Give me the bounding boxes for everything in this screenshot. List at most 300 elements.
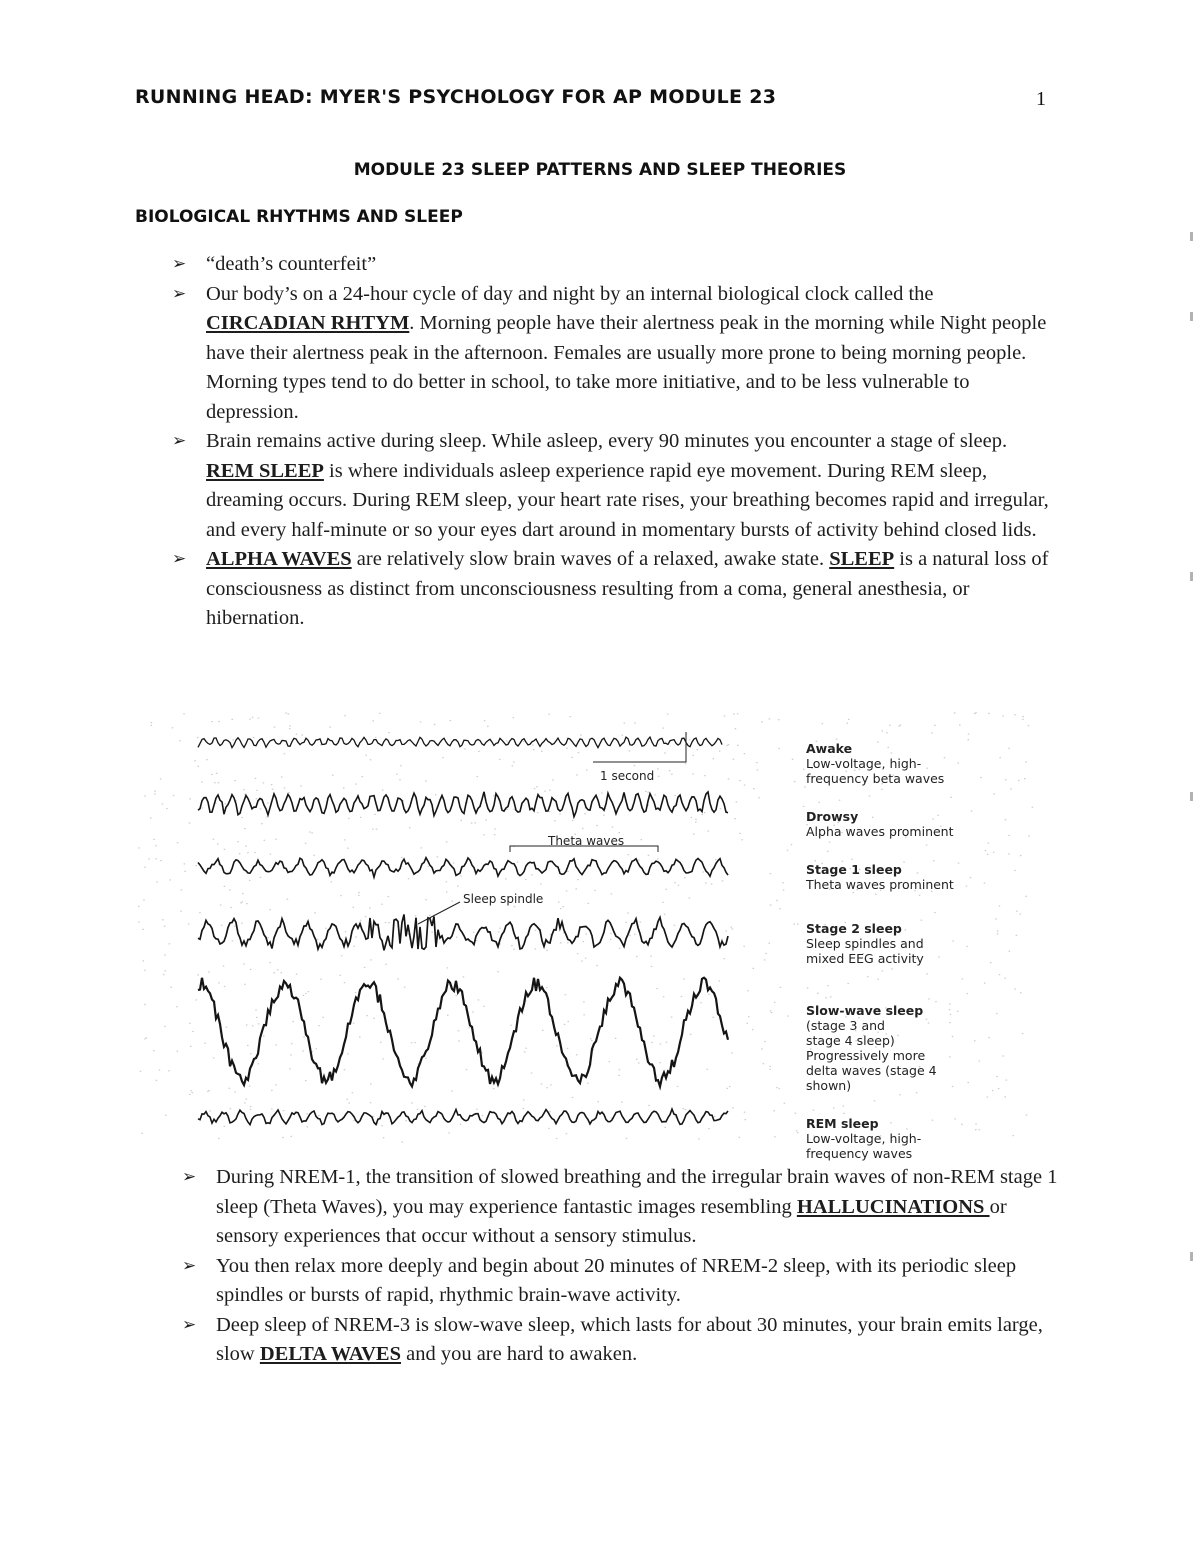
texture-dot	[666, 1042, 668, 1043]
texture-dot	[794, 924, 796, 925]
texture-dot	[795, 1113, 797, 1114]
bullet-item	[172, 250, 1057, 280]
texture-dot	[388, 922, 390, 923]
texture-dot	[194, 760, 196, 761]
texture-dot	[197, 737, 199, 738]
texture-dot	[732, 928, 734, 929]
texture-dot	[650, 956, 652, 957]
texture-dot	[296, 734, 298, 735]
trace-awake	[198, 737, 722, 748]
texture-dot	[576, 888, 578, 889]
texture-dot	[148, 858, 150, 859]
texture-dot	[975, 1129, 977, 1130]
texture-dot	[405, 1120, 407, 1121]
texture-dot	[1016, 911, 1018, 912]
texture-dot	[988, 713, 990, 714]
key-term: HALLUCINATIONS	[796, 1195, 990, 1218]
texture-dot	[143, 899, 145, 900]
texture-dot	[572, 820, 574, 821]
texture-dot	[429, 915, 431, 916]
texture-dot	[162, 803, 164, 804]
texture-dot	[984, 883, 986, 884]
bullet-arrow-icon: ➢	[172, 254, 187, 274]
texture-dot	[556, 1138, 558, 1139]
stage-label-rem	[806, 1101, 921, 1161]
stage-name: REM sleep	[806, 1116, 879, 1131]
texture-dot	[827, 985, 829, 986]
texture-dot	[641, 839, 643, 840]
texture-dot	[741, 839, 743, 840]
texture-dot	[1013, 1135, 1015, 1136]
texture-dot	[993, 852, 995, 853]
texture-dot	[466, 1069, 468, 1070]
texture-dot	[258, 718, 260, 719]
texture-dot	[992, 1090, 994, 1091]
texture-dot	[1025, 896, 1027, 897]
texture-dot	[485, 819, 487, 820]
stage-description: Alpha waves prominent	[806, 824, 954, 839]
texture-dot	[722, 880, 724, 881]
texture-dot	[585, 958, 587, 959]
texture-dot	[375, 737, 377, 738]
texture-dot	[287, 899, 289, 900]
texture-dot	[583, 1014, 585, 1015]
texture-dot	[224, 1126, 226, 1127]
texture-dot	[425, 899, 427, 900]
texture-dot	[226, 1027, 228, 1028]
texture-dot	[289, 1068, 291, 1069]
texture-dot	[360, 817, 362, 818]
texture-dot	[353, 946, 355, 947]
texture-dot	[702, 871, 704, 872]
texture-dot	[159, 1069, 161, 1070]
texture-dot	[506, 809, 508, 810]
trace-slow-wave	[198, 978, 728, 1087]
texture-dot	[615, 1038, 617, 1039]
texture-dot	[184, 871, 186, 872]
texture-dot	[770, 1066, 772, 1067]
texture-dot	[428, 866, 430, 867]
texture-dot	[241, 817, 243, 818]
texture-dot	[451, 901, 453, 902]
texture-dot	[153, 1050, 155, 1051]
texture-dot	[736, 801, 738, 802]
texture-dot	[664, 914, 666, 915]
texture-dot	[198, 766, 200, 767]
texture-dot	[409, 827, 411, 828]
texture-dot	[1020, 913, 1022, 914]
texture-dot	[397, 978, 399, 979]
texture-dot	[566, 890, 568, 891]
trace-rem	[198, 1109, 728, 1125]
texture-dot	[138, 906, 140, 907]
texture-dot	[383, 1137, 385, 1138]
bullet-text: is where individuals asleep experience rapid eye movement. During REM sleep, dreaming occurs. During REM sleep, your heart rate rises, your breathing becomes rapid and irregular, and every half-minute or so your eyes dart around in momentary bursts of activity behind closed lids.	[206, 459, 1049, 541]
texture-dot	[566, 748, 568, 749]
texture-dot	[302, 734, 304, 735]
texture-dot	[654, 794, 656, 795]
texture-dot	[140, 1071, 142, 1072]
texture-dot	[634, 765, 636, 766]
bullet-text: . Morning people have their alertness peak in the morning while Night people have their alertness peak in the afternoon. Females are usually more prone to being morning people. Morning types tend to do better in school, to take more initiative, and to be less vulnerable to depression.	[206, 312, 1047, 423]
texture-dot	[697, 749, 699, 750]
texture-dot	[199, 912, 201, 913]
texture-dot	[269, 962, 271, 963]
texture-dot	[957, 1011, 959, 1012]
texture-dot	[513, 761, 515, 762]
texture-dot	[622, 735, 624, 736]
texture-dot	[155, 845, 157, 846]
texture-dot	[968, 734, 970, 735]
bullet-text: You then relax more deeply and begin about 20 minutes of NREM-2 sleep, with its periodic sleep spindles or bursts of rapid, rhythmic brain-wave activity.	[216, 1254, 1017, 1306]
texture-dot	[665, 1127, 667, 1128]
bullet-text: are relatively slow brain waves of a relaxed, awake state.	[351, 548, 830, 570]
texture-dot	[153, 839, 155, 840]
texture-dot	[536, 786, 538, 787]
texture-dot	[745, 1119, 747, 1120]
texture-dot	[746, 1023, 748, 1024]
texture-dot	[274, 727, 276, 728]
texture-dot	[290, 1054, 292, 1055]
texture-dot	[189, 798, 191, 799]
texture-dot	[950, 1014, 952, 1015]
spindle-pointer	[418, 902, 460, 924]
texture-dot	[737, 745, 739, 746]
bullet-text: Our body’s on a 24-hour cycle of day and night by an internal biological clock called the	[206, 282, 934, 305]
texture-dot	[580, 734, 582, 735]
page-number: 1	[1036, 88, 1046, 110]
texture-dot	[482, 1115, 484, 1116]
texture-dot	[522, 1013, 524, 1014]
bullet-item	[172, 427, 1057, 545]
texture-dot	[712, 1017, 714, 1018]
texture-dot	[189, 1023, 191, 1024]
texture-dot	[653, 1035, 655, 1036]
texture-dot	[229, 1088, 231, 1089]
texture-dot	[582, 828, 584, 829]
texture-dot	[308, 991, 310, 992]
texture-dot	[780, 987, 782, 988]
texture-dot	[156, 881, 158, 882]
texture-dot	[209, 1110, 211, 1111]
texture-dot	[737, 713, 739, 714]
texture-dot	[566, 1133, 568, 1134]
texture-dot	[1022, 719, 1024, 720]
texture-dot	[949, 1022, 951, 1023]
texture-dot	[164, 954, 166, 955]
texture-dot	[601, 792, 603, 793]
texture-dot	[584, 813, 586, 814]
texture-dot	[882, 970, 884, 971]
texture-dot	[332, 775, 334, 776]
texture-dot	[707, 1069, 709, 1070]
texture-dot	[546, 987, 548, 988]
texture-dot	[208, 971, 210, 972]
texture-dot	[998, 1088, 1000, 1089]
texture-dot	[267, 803, 269, 804]
texture-dot	[985, 850, 987, 851]
texture-dot	[556, 1045, 558, 1046]
bullet-arrow-icon: ➢	[182, 1167, 197, 1187]
texture-dot	[284, 788, 286, 789]
texture-dot	[344, 839, 346, 840]
texture-dot	[695, 819, 697, 820]
texture-dot	[708, 1128, 710, 1129]
texture-dot	[829, 842, 831, 843]
texture-dot	[610, 939, 612, 940]
texture-dot	[197, 974, 199, 975]
texture-dot	[1006, 1080, 1008, 1081]
bullet-arrow-icon: ➢	[172, 549, 187, 569]
texture-dot	[958, 863, 960, 864]
texture-dot	[202, 807, 204, 808]
texture-dot	[770, 873, 772, 874]
texture-dot	[242, 901, 244, 902]
texture-dot	[796, 1130, 798, 1131]
texture-dot	[938, 956, 940, 957]
texture-dot	[372, 829, 374, 830]
texture-dot	[510, 1025, 512, 1026]
texture-dot	[177, 1051, 179, 1052]
texture-dot	[596, 825, 598, 826]
bullet-text: or sensory experiences that occur without a sensory stimulus.	[216, 1195, 1007, 1247]
texture-dot	[877, 979, 879, 980]
texture-dot	[448, 1132, 450, 1133]
texture-dot	[636, 956, 638, 957]
texture-dot	[305, 1080, 307, 1081]
texture-dot	[791, 844, 793, 845]
texture-dot	[247, 1045, 249, 1046]
texture-dot	[542, 1030, 544, 1031]
texture-dot	[154, 793, 156, 794]
texture-dot	[143, 960, 145, 961]
texture-dot	[794, 781, 796, 782]
texture-dot	[1008, 748, 1010, 749]
texture-dot	[331, 881, 333, 882]
texture-dot	[250, 969, 252, 970]
texture-dot	[648, 855, 650, 856]
texture-dot	[306, 1113, 308, 1114]
texture-dot	[162, 919, 164, 920]
bullet-item	[182, 1311, 1062, 1370]
texture-dot	[853, 892, 855, 893]
texture-dot	[576, 1054, 578, 1055]
bullet-text: During NREM-1, the transition of slowed breathing and the irregular brain waves of non-REM stage 1 sleep (Theta Waves), you may experience fantastic images resembling	[216, 1166, 1058, 1218]
texture-dot	[744, 785, 746, 786]
texture-dot	[456, 937, 458, 938]
texture-dot	[250, 1053, 252, 1054]
trace-stage2	[198, 914, 728, 950]
stage-label-slow-wave	[806, 988, 937, 1093]
texture-dot	[399, 779, 401, 780]
texture-dot	[168, 1070, 170, 1071]
texture-dot	[270, 854, 272, 855]
texture-dot	[144, 1004, 146, 1005]
texture-dot	[141, 1133, 143, 1134]
texture-dot	[255, 778, 257, 779]
texture-dot	[150, 818, 152, 819]
texture-dot	[693, 755, 695, 756]
texture-dot	[370, 1102, 372, 1103]
texture-dot	[190, 1046, 192, 1047]
texture-dot	[370, 759, 372, 760]
texture-dot	[216, 773, 218, 774]
texture-dot	[624, 723, 626, 724]
texture-dot	[283, 1110, 285, 1111]
texture-dot	[774, 1136, 776, 1137]
texture-dot	[603, 815, 605, 816]
texture-dot	[396, 774, 398, 775]
texture-dot	[700, 1002, 702, 1003]
texture-dot	[250, 1109, 252, 1110]
texture-dot	[494, 834, 496, 835]
texture-dot	[671, 1017, 673, 1018]
texture-dot	[761, 721, 763, 722]
texture-dot	[743, 946, 745, 947]
texture-dot	[591, 1040, 593, 1041]
texture-dot	[875, 894, 877, 895]
texture-dot	[246, 903, 248, 904]
texture-dot	[726, 930, 728, 931]
texture-dot	[437, 856, 439, 857]
texture-dot	[144, 867, 146, 868]
texture-dot	[381, 1125, 383, 1126]
texture-dot	[204, 1043, 206, 1044]
texture-dot	[748, 1016, 750, 1017]
texture-dot	[664, 752, 666, 753]
texture-dot	[271, 1108, 273, 1109]
texture-dot	[244, 794, 246, 795]
texture-dot	[708, 831, 710, 832]
key-term: CIRCADIAN RHTYM	[206, 312, 410, 334]
texture-dot	[803, 806, 805, 807]
texture-dot	[949, 1009, 951, 1010]
bullet-item	[172, 545, 1057, 634]
stage-label-awake	[806, 726, 944, 786]
texture-dot	[532, 744, 534, 745]
texture-dot	[792, 759, 794, 760]
texture-dot	[756, 762, 758, 763]
texture-dot	[567, 871, 569, 872]
texture-dot	[234, 1091, 236, 1092]
texture-dot	[348, 818, 350, 819]
texture-dot	[179, 740, 181, 741]
stage-description: Low-voltage, high- frequency waves	[806, 1131, 922, 1161]
texture-dot	[234, 926, 236, 927]
texture-dot	[926, 845, 928, 846]
texture-dot	[681, 996, 683, 997]
texture-dot	[460, 875, 462, 876]
texture-dot	[349, 1102, 351, 1103]
texture-dot	[268, 937, 270, 938]
texture-dot	[232, 940, 234, 941]
texture-dot	[596, 965, 598, 966]
texture-dot	[513, 949, 515, 950]
texture-dot	[213, 1057, 215, 1058]
texture-dot	[779, 1088, 781, 1089]
texture-dot	[522, 1108, 524, 1109]
texture-dot	[408, 878, 410, 879]
texture-dot	[919, 895, 921, 896]
texture-dot	[550, 1084, 552, 1085]
texture-dot	[727, 1088, 729, 1089]
texture-dot	[345, 931, 347, 932]
texture-dot	[380, 1042, 382, 1043]
texture-dot	[311, 832, 313, 833]
texture-dot	[988, 1037, 990, 1038]
texture-dot	[256, 798, 258, 799]
texture-dot	[731, 1053, 733, 1054]
texture-dot	[685, 763, 687, 764]
texture-dot	[848, 983, 850, 984]
texture-dot	[217, 843, 219, 844]
texture-dot	[261, 823, 263, 824]
texture-dot	[358, 892, 360, 893]
texture-dot	[711, 883, 713, 884]
texture-dot	[1020, 992, 1022, 993]
texture-dot	[822, 723, 824, 724]
texture-dot	[899, 1094, 901, 1095]
texture-dot	[666, 889, 668, 890]
stage-description: Sleep spindles and mixed EEG activity	[806, 936, 924, 966]
texture-dot	[305, 843, 307, 844]
texture-dot	[476, 1109, 478, 1110]
texture-dot	[160, 778, 162, 779]
texture-dot	[225, 803, 227, 804]
bullet-item	[182, 1163, 1062, 1252]
texture-dot	[658, 776, 660, 777]
texture-dot	[764, 1041, 766, 1042]
texture-dot	[934, 912, 936, 913]
texture-dot	[146, 1037, 148, 1038]
texture-dot	[523, 1100, 525, 1101]
texture-dot	[541, 1084, 543, 1085]
texture-dot	[677, 1086, 679, 1087]
texture-dot	[663, 996, 665, 997]
bullet-arrow-icon: ➢	[172, 283, 187, 304]
texture-dot	[289, 728, 291, 729]
texture-dot	[971, 810, 973, 811]
texture-dot	[987, 1097, 989, 1098]
texture-dot	[275, 839, 277, 840]
texture-dot	[192, 1092, 194, 1093]
texture-dot	[344, 1069, 346, 1070]
texture-dot	[891, 968, 893, 969]
texture-dot	[365, 916, 367, 917]
texture-dot	[402, 1141, 404, 1142]
texture-dot	[626, 1138, 628, 1139]
texture-dot	[758, 797, 760, 798]
texture-dot	[493, 795, 495, 796]
texture-dot	[191, 1090, 193, 1091]
stage-name: Stage 2 sleep	[806, 921, 902, 936]
texture-dot	[770, 905, 772, 906]
texture-dot	[514, 906, 516, 907]
texture-dot	[534, 788, 536, 789]
texture-dot	[560, 908, 562, 909]
texture-dot	[347, 1053, 349, 1054]
texture-dot	[753, 788, 755, 789]
texture-dot	[352, 1092, 354, 1093]
texture-dot	[370, 959, 372, 960]
texture-dot	[385, 922, 387, 923]
texture-dot	[629, 935, 631, 936]
texture-dot	[343, 787, 345, 788]
texture-dot	[586, 770, 588, 771]
texture-dot	[139, 847, 141, 848]
texture-dot	[1014, 870, 1016, 871]
texture-dot	[996, 1076, 998, 1077]
